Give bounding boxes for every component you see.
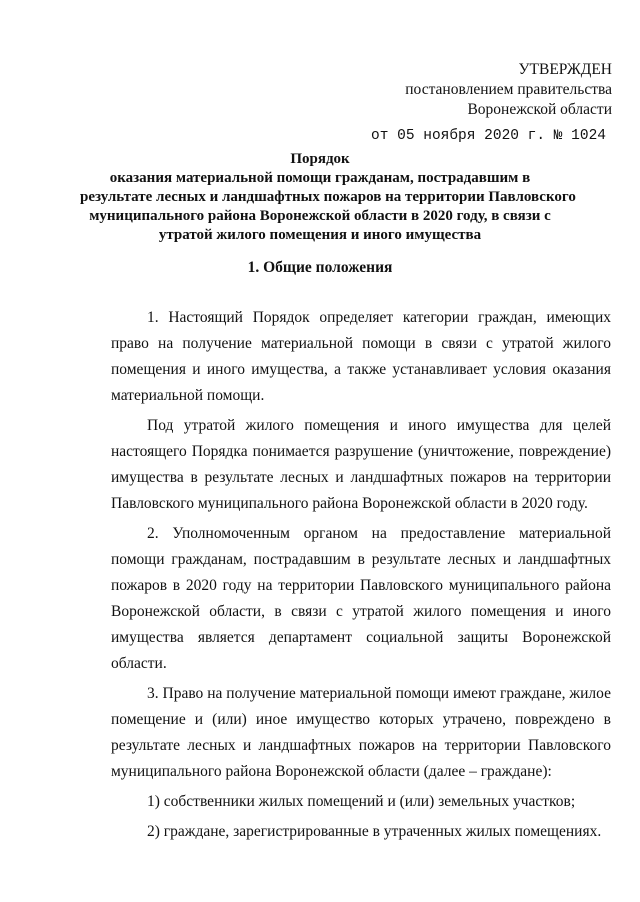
document-body <box>111 305 611 845</box>
approval-heading: УТВЕРЖДЕН <box>518 61 612 78</box>
approval-region: Воронежской области <box>467 101 612 118</box>
approval-stamp <box>371 60 612 146</box>
title-line: результате лесных и ландшафтных пожаров на территории Павловского <box>80 189 576 205</box>
title-line: оказания материальной помощи гражданам, пострадавшим в <box>109 170 531 186</box>
paragraph: Под утратой жилого помещения и иного имущества для целей настоящего Порядка понимается разрушение (уничтожение, повреждение) имущества в результате лесных и ландшафтных пожаров на территории Павловского муниципального района Воронежской области в 2020 году. <box>111 417 611 512</box>
list-item: 2) граждане, зарегистрированные в утраченных жилых помещениях. <box>147 823 602 840</box>
title-line: Порядок <box>290 151 350 167</box>
list-item: 1) собственники жилых помещений и (или) земельных участков; <box>147 793 576 810</box>
approval-authority: постановлением правительства <box>405 81 612 98</box>
title-line: муниципального района Воронежской области в 2020 году, в связи с <box>89 208 551 224</box>
paragraph: 2. Уполномоченным органом на предоставление материальной помощи гражданам, пострадавшим в результате лесных и ландшафтных пожаров в 2020 году на территории Павловского муниципального района Воронежской области, в связи с утратой жилого помещения и иного имущества является департамент социальной защиты Воронежской области. <box>111 525 611 672</box>
section-heading: 1. Общие положения <box>247 259 393 276</box>
document-title <box>80 150 576 245</box>
paragraph: 1. Настоящий Порядок определяет категории граждан, имеющих право на получение материальной помощи в связи с утратой жилого помещения и иного имущества, а также устанавливает условия оказания материальной помощи. <box>111 309 611 404</box>
approval-date: от 05 ноября 2020 г. № 1024 <box>371 128 606 144</box>
paragraph: 3. Право на получение материальной помощи имеют граждане, жилое помещение и (или) иное имущество которых утрачено, повреждено в результате лесных и ландшафтных пожаров на территории Павловского муниципального района Воронежской области (далее – граждане): <box>111 685 611 780</box>
title-line: утратой жилого помещения и иного имущества <box>158 227 482 243</box>
